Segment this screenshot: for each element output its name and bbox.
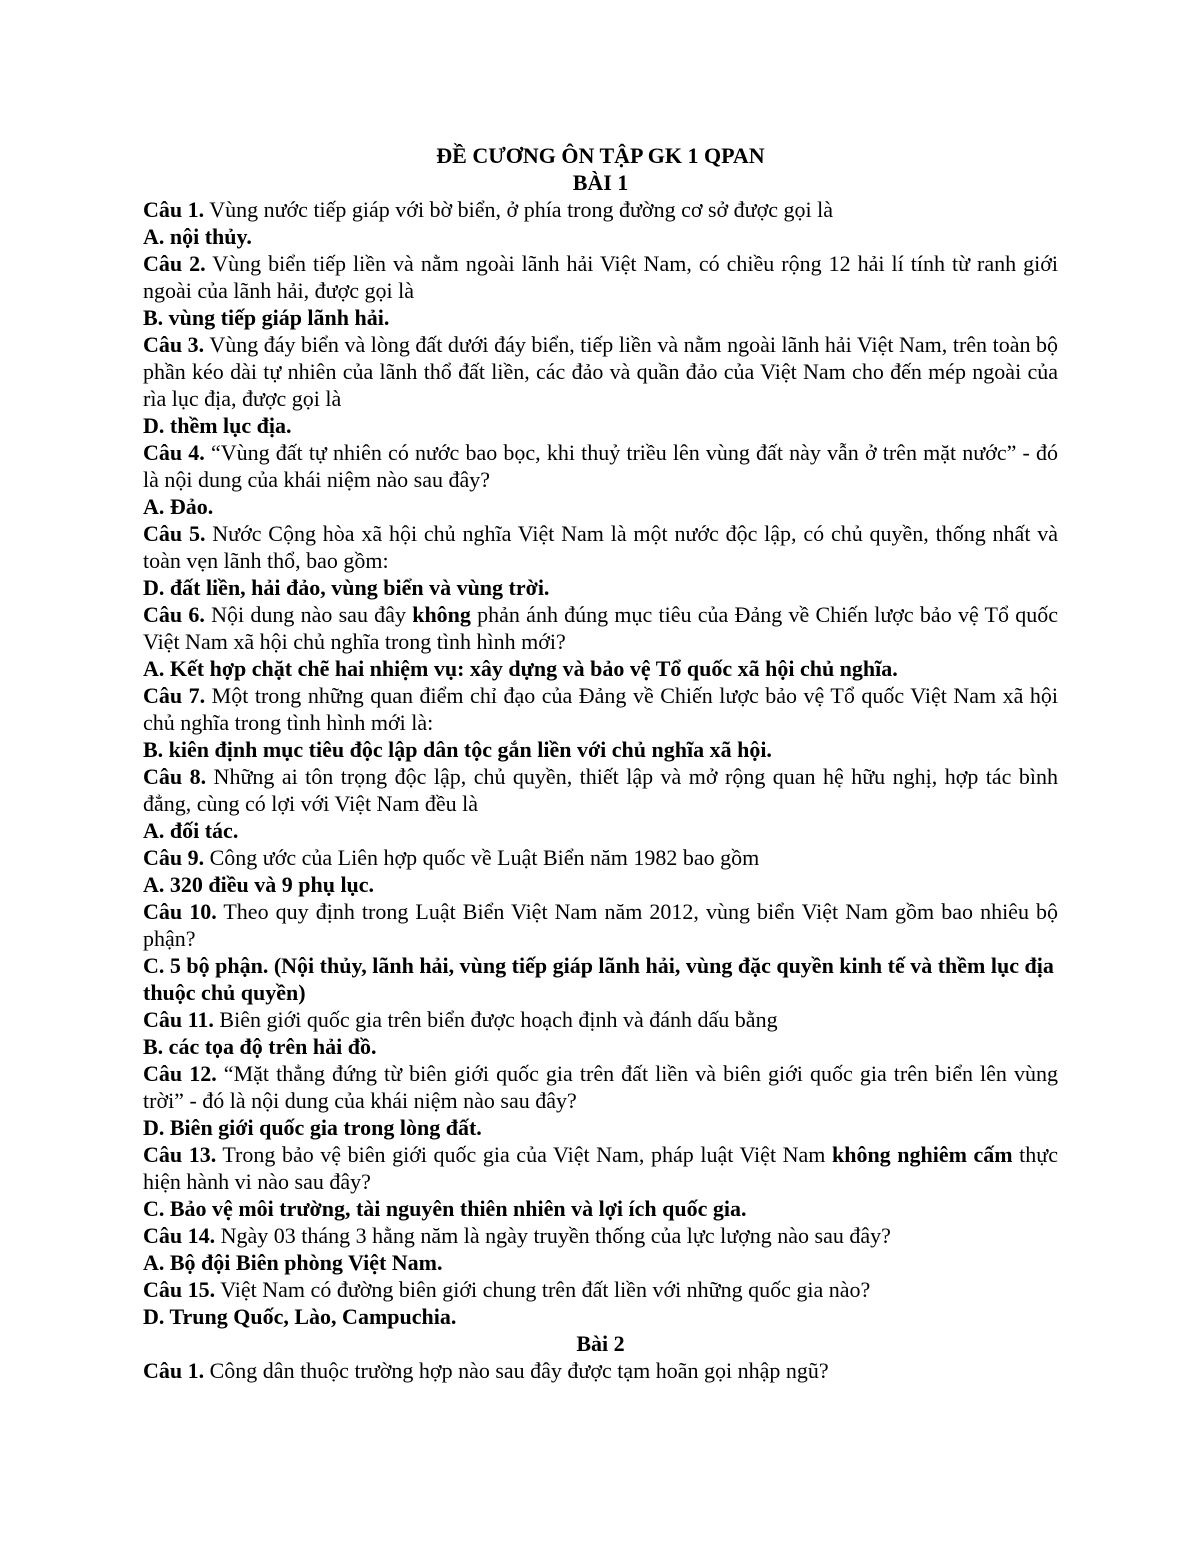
question-4: Câu 4. “Vùng đất tự nhiên có nước bao bọc, khi thuỷ triều lên vùng đất này vẫn ở trên mặt nước” - đó là nội dung của khái niệm nào sau đây? (143, 440, 1059, 492)
question-2: Câu 2. Vùng biển tiếp liền và nằm ngoài lãnh hải Việt Nam, có chiều rộng 12 hải lí tính từ ranh giới ngoài của lãnh hải, được gọi là (143, 251, 1058, 303)
answer-10: C. 5 bộ phận. (Nội thủy, lãnh hải, vùng tiếp giáp lãnh hải, vùng đặc quyền kinh tế và thềm lục địa thuộc chủ quyền) (143, 953, 1054, 1005)
answer-3: D. thềm lục địa. (143, 413, 292, 438)
question-12: Câu 12. “Mặt thẳng đứng từ biên giới quốc gia trên đất liền và biên giới quốc gia trên biển lên vùng trời” - đó là nội dung của khái niệm nào sau đây? (143, 1061, 1059, 1113)
question-13: Câu 13. Trong bảo vệ biên giới quốc gia của Việt Nam, pháp luật Việt Nam không nghiêm cấm thực hiện hành vi nào sau đây? (143, 1142, 1058, 1194)
answer-8: A. đối tác. (143, 818, 239, 843)
answer-9: A. 320 điều và 9 phụ lục. (143, 872, 375, 897)
question-5: Câu 5. Nước Cộng hòa xã hội chủ nghĩa Việt Nam là một nước độc lập, có chủ quyền, thống nhất và toàn vẹn lãnh thổ, bao gồm: (143, 521, 1059, 573)
question-7: Câu 7. Một trong những quan điểm chỉ đạo của Đảng về Chiến lược bảo vệ Tổ quốc Việt Nam xã hội chủ nghĩa trong tình hình mới là: (143, 683, 1059, 735)
answer-2: B. vùng tiếp giáp lãnh hải. (143, 305, 390, 330)
section-heading-1: BÀI 1 (572, 170, 629, 195)
answer-13: C. Bảo vệ môi trường, tài nguyên thiên nhiên và lợi ích quốc gia. (143, 1196, 747, 1221)
answer-11: B. các tọa độ trên hải đồ. (143, 1034, 377, 1059)
answer-5: D. đất liền, hải đảo, vùng biển và vùng trời. (143, 575, 550, 600)
answer-15: D. Trung Quốc, Lào, Campuchia. (143, 1304, 457, 1329)
answer-14: A. Bộ đội Biên phòng Việt Nam. (143, 1250, 443, 1275)
answer-12: D. Biên giới quốc gia trong lòng đất. (143, 1115, 482, 1140)
question-1: Câu 1. Vùng nước tiếp giáp với bờ biển, ở phía trong đường cơ sở được gọi là (143, 197, 833, 222)
answer-7: B. kiên định mục tiêu độc lập dân tộc gắn liền với chủ nghĩa xã hội. (143, 737, 772, 762)
question-15: Câu 15. Việt Nam có đường biên giới chung trên đất liền với những quốc gia nào? (143, 1277, 871, 1302)
question-11: Câu 11. Biên giới quốc gia trên biển được hoạch định và đánh dấu bằng (143, 1007, 778, 1032)
answer-4: A. Đảo. (143, 494, 214, 519)
question-8: Câu 8. Những ai tôn trọng độc lập, chủ quyền, thiết lập và mở rộng quan hệ hữu nghị, hợp tác bình đẳng, cùng có lợi với Việt Nam đều là (143, 764, 1058, 816)
answer-6: A. Kết hợp chặt chẽ hai nhiệm vụ: xây dựng và bảo vệ Tổ quốc xã hội chủ nghĩa. (143, 656, 898, 681)
question-list-2 (143, 1357, 1058, 1384)
document-title: ĐỀ CƯƠNG ÔN TẬP GK 1 QPAN (436, 143, 765, 168)
section-heading-2: Bài 2 (576, 1331, 625, 1356)
question-list-1 (143, 196, 1058, 1330)
question-9: Câu 9. Công ước của Liên hợp quốc về Luật Biển năm 1982 bao gồm (143, 845, 760, 870)
question-14: Câu 14. Ngày 03 tháng 3 hằng năm là ngày truyền thống của lực lượng nào sau đây? (143, 1223, 891, 1248)
question-10: Câu 10. Theo quy định trong Luật Biển Việt Nam năm 2012, vùng biển Việt Nam gồm bao nhiêu bộ phận? (143, 899, 1059, 951)
question-3: Câu 3. Vùng đáy biển và lòng đất dưới đáy biển, tiếp liền và nằm ngoài lãnh hải Việt Nam, trên toàn bộ phần kéo dài tự nhiên của lãnh thổ đất liền, các đảo và quần đảo của Việt Nam cho đến mép ngoài của rìa lục địa, được gọi là (143, 332, 1059, 411)
question-2-1: Câu 1. Công dân thuộc trường hợp nào sau đây được tạm hoãn gọi nhập ngũ? (143, 1358, 829, 1383)
document-content (143, 142, 1058, 1384)
question-6: Câu 6. Nội dung nào sau đây không phản ánh đúng mục tiêu của Đảng về Chiến lược bảo vệ Tổ quốc Việt Nam xã hội chủ nghĩa trong tình hình mới? (143, 602, 1059, 654)
answer-1: A. nội thủy. (143, 224, 252, 249)
